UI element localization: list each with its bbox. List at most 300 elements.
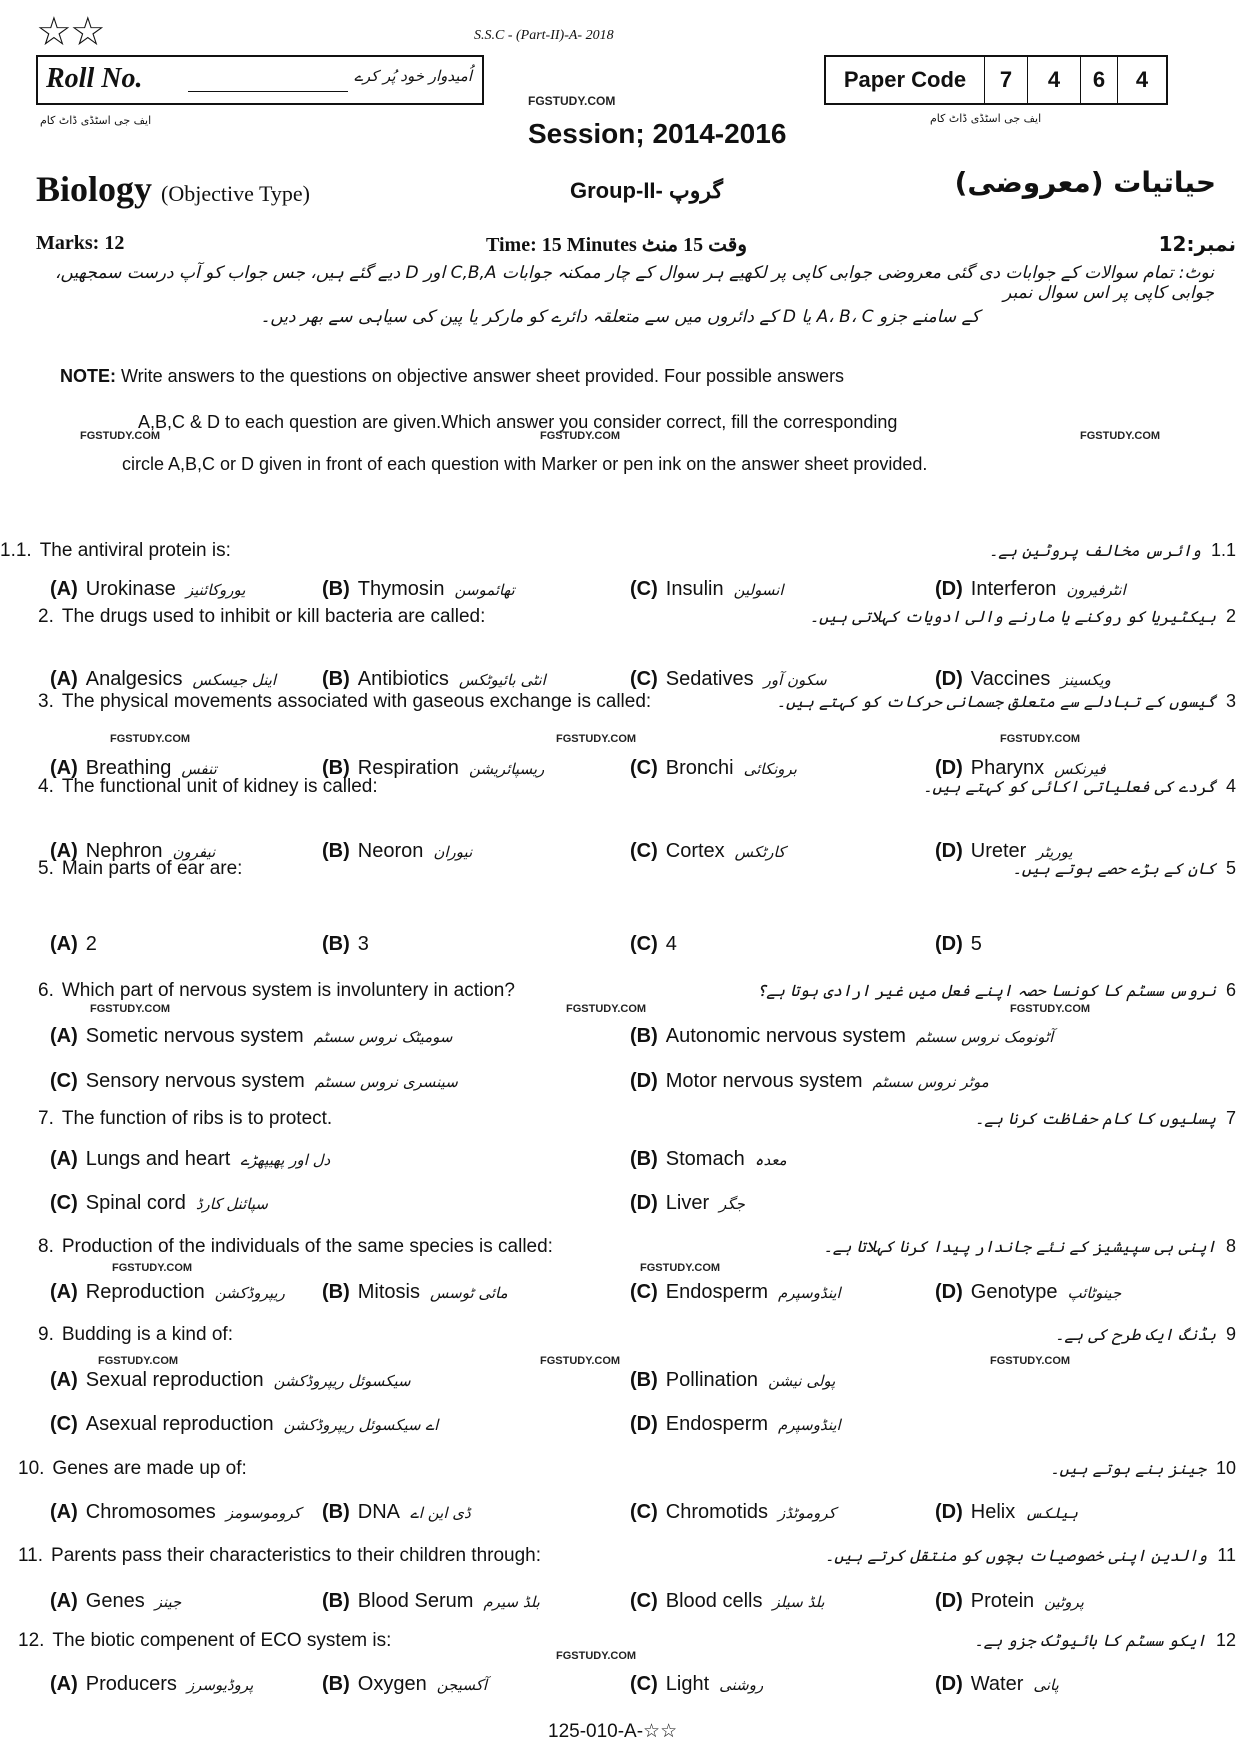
- answer-option[interactable]: [322, 668, 546, 691]
- option-text: 4: [665, 933, 677, 955]
- question-number: 5.: [38, 858, 54, 879]
- option-key: (D): [935, 1590, 963, 1612]
- watermark-urdu: ایف جی اسٹڈی ڈاٹ کام: [930, 112, 1042, 125]
- answer-option[interactable]: [50, 1590, 181, 1613]
- note-line3: circle A,B,C or D given in front of each question with Marker or pen ink on the answer sheet provided.: [122, 454, 928, 474]
- answer-option[interactable]: [630, 1192, 745, 1215]
- option-text: Protein: [970, 1590, 1035, 1612]
- option-key: (C): [630, 668, 658, 690]
- answer-option[interactable]: [935, 1673, 1059, 1696]
- option-text: Genotype: [970, 1281, 1058, 1303]
- option-urdu: اے سیکسوئل ریپروڈکشن: [283, 1416, 439, 1434]
- answer-option[interactable]: [322, 578, 515, 601]
- option-urdu: سینسری نروس سسٹم: [314, 1073, 458, 1091]
- option-urdu: دل اور پھیپھڑے: [240, 1151, 331, 1169]
- option-urdu: بلڈ سیلز: [772, 1593, 825, 1611]
- question-urdu-number: 9: [1225, 1324, 1236, 1344]
- option-key: (B): [322, 1501, 350, 1523]
- option-urdu: اینل جیسکس: [192, 671, 277, 689]
- question-number: 10.: [18, 1458, 45, 1479]
- option-text: Pollination: [665, 1369, 759, 1391]
- option-key: (B): [630, 1148, 658, 1170]
- question-urdu-text: وائرس مخالف پروٹین ہے۔: [988, 541, 1201, 560]
- watermark: FGSTUDY.COM: [556, 1650, 637, 1662]
- option-urdu: انسولین: [733, 581, 784, 599]
- option-urdu: جینز: [154, 1593, 182, 1611]
- option-text: Blood Serum: [357, 1590, 474, 1612]
- option-key: (A): [50, 1025, 78, 1047]
- question-urdu: [975, 1108, 1236, 1129]
- answer-option[interactable]: [935, 668, 1111, 691]
- option-key: (B): [322, 1673, 350, 1695]
- watermark: FGSTUDY.COM: [1000, 733, 1081, 745]
- option-key: (A): [50, 840, 78, 862]
- question-number: 2.: [38, 606, 54, 627]
- option-key: (C): [50, 1413, 78, 1435]
- option-urdu: کروموٹڈز: [778, 1504, 836, 1522]
- note-line2: A,B,C & D to each question are given.Which answer you consider correct, fill the corresponding: [138, 412, 898, 432]
- urdu-instructions-line2: کے سامنے جزو A، B، C یا D کے دائروں میں سے متعلقہ دائرے کو مارکر یا پین کی سیاہی سے بھر دیں۔: [260, 307, 980, 327]
- option-text: Helix: [970, 1501, 1016, 1523]
- question-urdu-text: بیکٹیریا کو روکنے یا مارنے والی ادویات کہلاتی ہیں۔: [809, 607, 1216, 626]
- question-urdu-text: والدین اپنی خصوصیات بچوں کو منتقل کرتے ہیں۔: [824, 1546, 1208, 1565]
- option-urdu: تھائموسن: [454, 581, 515, 599]
- question-urdu-text: ایکو سسٹم کا بائیوٹک جزو ہے۔: [974, 1631, 1206, 1650]
- option-urdu: نیفرون: [172, 843, 216, 861]
- option-key: (A): [50, 1281, 78, 1303]
- paper-code-digit: 7: [984, 57, 1027, 103]
- option-key: (D): [935, 1673, 963, 1695]
- option-key: (D): [630, 1070, 658, 1092]
- option-key: (B): [322, 757, 350, 779]
- answer-option[interactable]: [935, 933, 992, 956]
- option-urdu: اینڈوسپرم: [778, 1284, 841, 1302]
- option-urdu: آٹونومک نروس سسٹم: [915, 1028, 1054, 1046]
- answer-option[interactable]: [935, 1281, 1121, 1304]
- question-text: [38, 1324, 233, 1346]
- question-urdu-number: 7: [1225, 1108, 1236, 1128]
- question-urdu-text: نروس سسٹم کا کونسا حصہ اپنے فعل میں غیر ارادی ہوتا ہے؟: [756, 981, 1216, 1000]
- option-urdu: ہیلکس: [1025, 1504, 1078, 1522]
- question-urdu-number: 12: [1215, 1630, 1236, 1650]
- option-text: Producers: [85, 1673, 177, 1695]
- question-number: 3.: [38, 691, 54, 712]
- question-text: [38, 1108, 332, 1130]
- answer-option[interactable]: [50, 1192, 268, 1215]
- option-key: (A): [50, 757, 78, 779]
- question-number: 7.: [38, 1108, 54, 1129]
- option-urdu: تنفس: [181, 760, 217, 778]
- option-text: Cortex: [665, 840, 725, 862]
- option-key: (A): [50, 1673, 78, 1695]
- stars-mark: ☆☆: [36, 10, 104, 54]
- option-text: Reproduction: [85, 1281, 205, 1303]
- watermark: FGSTUDY.COM: [990, 1355, 1071, 1367]
- answer-option[interactable]: [322, 1590, 540, 1613]
- option-key: (C): [630, 1673, 658, 1695]
- answer-option[interactable]: [935, 1590, 1084, 1613]
- question-text: [38, 776, 378, 798]
- footer-code: 125-010-A-☆☆: [548, 1721, 678, 1742]
- paper-code-label: Paper Code: [843, 67, 967, 92]
- question-stem: Budding is a kind of:: [61, 1324, 233, 1345]
- question-urdu-number: 5: [1225, 858, 1236, 878]
- option-text: Sedatives: [665, 668, 754, 690]
- option-key: (B): [322, 1590, 350, 1612]
- question-text: [38, 1236, 553, 1258]
- question-urdu-text: گردے کی فعلیاتی اکائی کو کہتے ہیں۔: [922, 777, 1216, 796]
- note-line1: [60, 366, 844, 387]
- option-text: Chromosomes: [85, 1501, 216, 1523]
- watermark: FGSTUDY.COM: [98, 1355, 179, 1367]
- option-urdu: سکون آور: [763, 671, 827, 689]
- option-text: Vaccines: [970, 668, 1051, 690]
- question-urdu: [1055, 1324, 1236, 1345]
- option-urdu: بلڈ سیرم: [483, 1593, 540, 1611]
- option-text: Breathing: [85, 757, 172, 779]
- option-text: Motor nervous system: [665, 1070, 863, 1092]
- question-urdu-text: بڈنگ ایک طرح کی ہے۔: [1055, 1325, 1216, 1344]
- answer-option[interactable]: [50, 1281, 285, 1304]
- option-key: (D): [935, 668, 963, 690]
- option-urdu: آکسیجن: [436, 1676, 488, 1694]
- answer-option[interactable]: [322, 1281, 508, 1304]
- answer-option[interactable]: [322, 840, 472, 863]
- option-key: (B): [322, 933, 350, 955]
- option-text: Nephron: [85, 840, 163, 862]
- option-text: Endosperm: [665, 1281, 769, 1303]
- question-number: 11.: [18, 1545, 44, 1566]
- option-key: (C): [630, 1281, 658, 1303]
- option-text: Stomach: [665, 1148, 745, 1170]
- question-urdu-number: 3: [1225, 691, 1236, 711]
- option-urdu: اینڈوسپرم: [778, 1416, 841, 1434]
- roll-urdu-label: اُمیدوار خود پُر کرے: [354, 67, 472, 85]
- option-key: (B): [322, 668, 350, 690]
- option-key: (D): [630, 1413, 658, 1435]
- question-urdu: [989, 540, 1236, 561]
- answer-option[interactable]: [935, 578, 1126, 601]
- question-number: 4.: [38, 776, 54, 797]
- option-urdu: ڈی این اے: [410, 1504, 471, 1522]
- option-text: Light: [665, 1673, 710, 1695]
- option-key: (A): [50, 1369, 78, 1391]
- question-urdu-text: اپنی ہی سپیشیز کے نئے جاندار پیدا کرنا کہلاتا ہے۔: [823, 1237, 1216, 1256]
- roll-number-box: [36, 55, 484, 105]
- question-text: [18, 1545, 541, 1567]
- question-text: [38, 858, 242, 880]
- option-text: 5: [970, 933, 982, 955]
- option-key: (D): [935, 1281, 963, 1303]
- option-urdu: سومیٹک نروس سسٹم: [313, 1028, 453, 1046]
- option-urdu: جگر: [719, 1195, 745, 1213]
- question-stem: The functional unit of kidney is called:: [61, 776, 378, 797]
- option-urdu: انٹی بائیوٹکس: [458, 671, 546, 689]
- option-urdu: پولی نیشن: [768, 1372, 836, 1390]
- watermark: FGSTUDY.COM: [566, 1003, 647, 1015]
- question-urdu-text: پسلیوں کا کام حفاظت کرنا ہے۔: [974, 1109, 1216, 1128]
- answer-option[interactable]: [50, 933, 107, 956]
- question-number: 6.: [38, 980, 54, 1001]
- question-text: [38, 980, 515, 1002]
- option-key: (C): [50, 1192, 78, 1214]
- option-text: 2: [85, 933, 97, 955]
- answer-option[interactable]: [935, 1501, 1078, 1524]
- answer-option[interactable]: [50, 1025, 452, 1048]
- option-text: Sensory nervous system: [85, 1070, 305, 1092]
- question-urdu: [1050, 1458, 1236, 1479]
- option-urdu: سپائنل کارڈ: [195, 1195, 268, 1213]
- question-number: 12.: [18, 1630, 45, 1651]
- question-text: [18, 1630, 391, 1652]
- answer-option[interactable]: [322, 1673, 487, 1696]
- option-text: Water: [970, 1673, 1024, 1695]
- option-text: Oxygen: [357, 1673, 427, 1695]
- option-text: Insulin: [665, 578, 724, 600]
- answer-option[interactable]: [630, 1025, 1053, 1048]
- answer-option[interactable]: [322, 1501, 471, 1524]
- answer-option[interactable]: [50, 668, 276, 691]
- watermark: FGSTUDY.COM: [1080, 430, 1161, 442]
- option-key: (A): [50, 1590, 78, 1612]
- option-key: (C): [50, 1070, 78, 1092]
- question-text: [38, 691, 651, 713]
- option-key: (D): [935, 840, 963, 862]
- group-label: Group-II- گروپ: [570, 178, 723, 203]
- question-stem: Production of the individuals of the same species is called:: [61, 1236, 553, 1257]
- paper-code-digit: 4: [1027, 57, 1080, 103]
- question-text: [18, 1458, 247, 1480]
- option-text: Endosperm: [665, 1413, 769, 1435]
- answer-option[interactable]: [630, 668, 827, 691]
- note-label: NOTE:: [60, 366, 116, 386]
- option-text: Respiration: [357, 757, 459, 779]
- option-key: (C): [630, 1501, 658, 1523]
- question-stem: The biotic compenent of ECO system is:: [52, 1630, 392, 1651]
- option-text: Interferon: [970, 578, 1057, 600]
- question-urdu: [974, 1630, 1236, 1651]
- option-urdu: ریسپائریشن: [468, 760, 545, 778]
- watermark: FGSTUDY.COM: [112, 1262, 193, 1274]
- question-urdu: [1012, 858, 1236, 879]
- answer-option[interactable]: [50, 1369, 411, 1392]
- option-key: (D): [935, 933, 963, 955]
- answer-option[interactable]: [630, 757, 797, 780]
- paper-code-digit: 6: [1080, 57, 1117, 103]
- option-key: (C): [630, 840, 658, 862]
- question-stem: The antiviral protein is:: [39, 540, 231, 561]
- watermark: FGSTUDY.COM: [110, 733, 191, 745]
- option-text: Spinal cord: [85, 1192, 186, 1214]
- question-number: 9.: [38, 1324, 54, 1345]
- answer-option[interactable]: [50, 1148, 330, 1171]
- option-key: (A): [50, 578, 78, 600]
- option-text: Sometic nervous system: [85, 1025, 304, 1047]
- option-urdu: مائی ٹوسس: [430, 1284, 508, 1302]
- option-urdu: نیوران: [433, 843, 473, 861]
- option-text: Antibiotics: [357, 668, 449, 690]
- option-urdu: پروڈیوسرز: [186, 1676, 254, 1694]
- question-urdu-number: 8: [1225, 1236, 1236, 1256]
- question-urdu: [810, 606, 1236, 627]
- question-number: 1.1.: [0, 540, 32, 561]
- watermark: FGSTUDY.COM: [540, 1355, 621, 1367]
- question-urdu-number: 6: [1225, 980, 1236, 1000]
- option-key: (D): [935, 1501, 963, 1523]
- answer-option[interactable]: [630, 1070, 989, 1093]
- question-stem: The physical movements associated with gaseous exchange is called:: [61, 691, 652, 712]
- option-key: (B): [630, 1025, 658, 1047]
- option-urdu: موٹر نروس سسٹم: [872, 1073, 989, 1091]
- subject-title: [36, 168, 310, 210]
- question-text: [38, 606, 485, 628]
- option-key: (C): [630, 933, 658, 955]
- option-urdu: پروٹین: [1044, 1593, 1084, 1611]
- question-urdu: [923, 776, 1236, 797]
- option-text: Pharynx: [970, 757, 1045, 779]
- answer-option[interactable]: [630, 578, 784, 601]
- watermark: FGSTUDY.COM: [90, 1003, 171, 1015]
- option-text: Ureter: [970, 840, 1027, 862]
- answer-option[interactable]: [630, 1281, 841, 1304]
- question-urdu: [757, 980, 1236, 1001]
- urdu-instructions-line1: نوٹ: تمام سوالات کے جوابات دی گئی معروضی جوابی کاپی پر لکھیے ہر سوال کے چار ممکنہ جوابات C,B,A اور D دیے گئے ہیں، جس جواب کو آپ درست سمجھیں، جوابی کاپی پر اس سوال نمبر: [54, 263, 1214, 303]
- option-key: (B): [630, 1369, 658, 1391]
- question-stem: Main parts of ear are:: [61, 858, 243, 879]
- option-text: Neoron: [357, 840, 424, 862]
- option-text: Asexual reproduction: [85, 1413, 274, 1435]
- option-key: (D): [630, 1192, 658, 1214]
- question-urdu-text: جینز بنے ہوتے ہیں۔: [1050, 1459, 1206, 1478]
- option-text: Autonomic nervous system: [665, 1025, 906, 1047]
- answer-option[interactable]: [50, 1413, 438, 1436]
- answer-option[interactable]: [630, 840, 785, 863]
- option-urdu: روشنی: [719, 1676, 764, 1694]
- option-text: Lungs and heart: [85, 1148, 231, 1170]
- question-number: 8.: [38, 1236, 54, 1257]
- question-urdu-number: 11: [1217, 1545, 1236, 1565]
- answer-option[interactable]: [322, 933, 379, 956]
- urdu-title: حیاتیات (معروضی): [954, 166, 1216, 199]
- roll-number-field[interactable]: [188, 91, 348, 92]
- marks: Marks: 12: [36, 232, 125, 254]
- option-key: (B): [322, 1281, 350, 1303]
- time-allowed: Time: 15 Minutes وقت 15 منٹ: [486, 234, 747, 256]
- option-text: Sexual reproduction: [85, 1369, 264, 1391]
- answer-option[interactable]: [50, 1501, 301, 1524]
- option-text: 3: [357, 933, 369, 955]
- answer-option[interactable]: [630, 1369, 835, 1392]
- option-urdu: کروموسومز: [225, 1504, 301, 1522]
- option-key: (C): [630, 1590, 658, 1612]
- option-urdu: معدہ: [754, 1151, 787, 1169]
- option-text: Thymosin: [357, 578, 445, 600]
- paper-code-box: [824, 55, 1168, 105]
- question-urdu: [825, 1545, 1236, 1566]
- watermark: FGSTUDY.COM: [1010, 1003, 1091, 1015]
- question-stem: The drugs used to inhibit or kill bacteria are called:: [61, 606, 486, 627]
- answer-option[interactable]: [50, 1070, 458, 1093]
- option-urdu: پانی: [1033, 1676, 1059, 1694]
- option-key: (A): [50, 1148, 78, 1170]
- option-urdu: کارٹکس: [734, 843, 786, 861]
- option-text: Blood cells: [665, 1590, 763, 1612]
- option-urdu: جینوٹائپ: [1067, 1284, 1122, 1302]
- option-text: Genes: [85, 1590, 145, 1612]
- question-stem: Genes are made up of:: [52, 1458, 247, 1479]
- option-urdu: ریپروڈکشن: [214, 1284, 285, 1302]
- watermark: FGSTUDY.COM: [528, 94, 616, 108]
- option-urdu: برونکائی: [743, 760, 797, 778]
- option-key: (B): [322, 840, 350, 862]
- question-urdu-number: 2: [1225, 606, 1236, 626]
- question-stem: The function of ribs is to protect.: [61, 1108, 333, 1129]
- option-urdu: یوروکائنیز: [185, 581, 246, 599]
- answer-option[interactable]: [50, 1673, 253, 1696]
- subject-name: Biology: [36, 169, 153, 209]
- question-urdu: [776, 691, 1236, 712]
- option-urdu: فیرنکس: [1054, 760, 1106, 778]
- marks-urdu: نمبر:12: [1158, 232, 1236, 256]
- answer-option[interactable]: [630, 1673, 763, 1696]
- watermark: FGSTUDY.COM: [556, 733, 637, 745]
- option-urdu: انٹرفیرون: [1066, 581, 1126, 599]
- roll-label: Roll No.: [46, 63, 143, 94]
- option-urdu: ویکسینز: [1060, 671, 1111, 689]
- answer-option[interactable]: [630, 1590, 825, 1613]
- session: Session; 2014-2016: [528, 118, 787, 149]
- option-key: (C): [630, 757, 658, 779]
- option-text: Chromotids: [665, 1501, 769, 1523]
- option-key: (C): [630, 578, 658, 600]
- watermark: FGSTUDY.COM: [540, 430, 621, 442]
- option-urdu: سیکسوئل ریپروڈکشن: [273, 1372, 411, 1390]
- option-urdu: یوریٹر: [1036, 843, 1073, 861]
- note-text: Write answers to the questions on objective answer sheet provided. Four possible answers: [121, 366, 845, 386]
- question-urdu-number: 4: [1225, 776, 1236, 796]
- option-text: DNA: [357, 1501, 400, 1523]
- watermark: FGSTUDY.COM: [80, 430, 161, 442]
- option-text: Mitosis: [357, 1281, 420, 1303]
- question-text: [0, 540, 231, 562]
- answer-option[interactable]: [630, 1501, 836, 1524]
- watermark-urdu: ایف جی اسٹڈی ڈاٹ کام: [40, 114, 152, 127]
- question-urdu-number: 1.1: [1210, 540, 1236, 560]
- option-text: Bronchi: [665, 757, 734, 779]
- question-urdu-text: گیسوں کے تبادلے سے متعلق جسمانی حرکات کو کہتے ہیں۔: [776, 692, 1216, 711]
- paper-code-digit: 4: [1117, 57, 1166, 103]
- option-key: (D): [935, 578, 963, 600]
- exam-title: S.S.C - (Part-II)-A- 2018: [474, 28, 614, 43]
- question-stem: Which part of nervous system is involuntery in action?: [61, 980, 515, 1001]
- question-urdu-number: 10: [1215, 1458, 1236, 1478]
- question-urdu: [823, 1236, 1236, 1257]
- option-text: Urokinase: [85, 578, 176, 600]
- answer-option[interactable]: [50, 578, 245, 601]
- answer-option[interactable]: [630, 1413, 841, 1436]
- answer-option[interactable]: [630, 933, 687, 956]
- option-text: Analgesics: [85, 668, 183, 690]
- watermark: FGSTUDY.COM: [640, 1262, 721, 1274]
- answer-option[interactable]: [630, 1148, 787, 1171]
- question-stem: Parents pass their characteristics to their children through:: [51, 1545, 542, 1566]
- option-key: (B): [322, 578, 350, 600]
- option-key: (A): [50, 1501, 78, 1523]
- option-text: Liver: [665, 1192, 710, 1214]
- option-key: (A): [50, 933, 78, 955]
- option-key: (D): [935, 757, 963, 779]
- subject-type: (Objective Type): [161, 181, 310, 206]
